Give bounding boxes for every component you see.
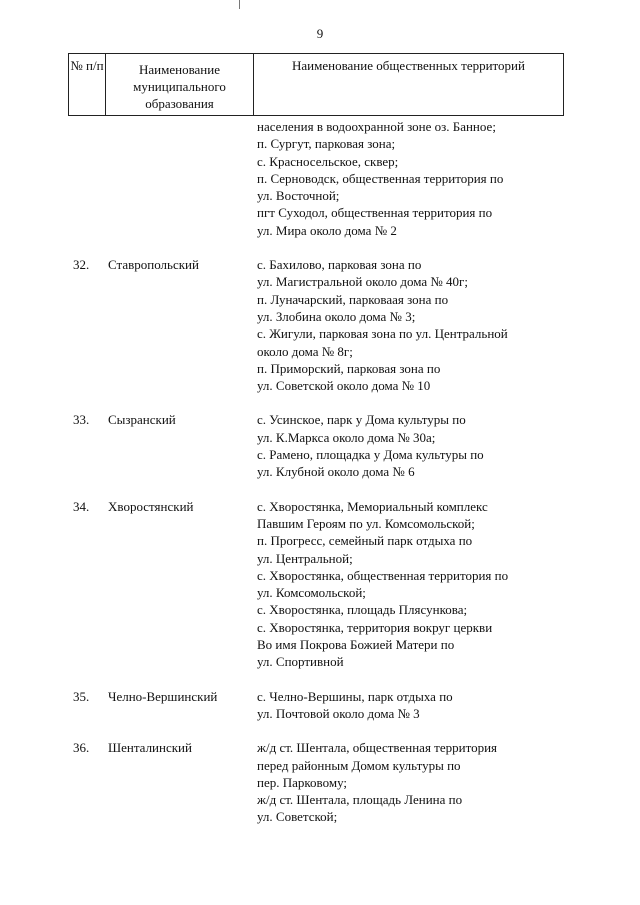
municipality-name: Челно-Вершинский [108, 688, 218, 704]
page-number: 9 [316, 26, 324, 41]
row-number: 34. [73, 498, 90, 514]
territory-list [257, 739, 640, 825]
territory-line: с. Хворостянка, территория вокруг церкви [257, 619, 493, 635]
header-col-number: № п/п [69, 54, 106, 115]
header-col-municipality: Наименование муниципального образования [106, 54, 254, 115]
territory-line: ул. Клубной около дома № 6 [257, 464, 415, 480]
territory-line: п. Приморский, парковая зона по [257, 360, 441, 376]
table-body [0, 116, 640, 826]
scan-mark [239, 0, 240, 9]
table-row [0, 411, 640, 480]
territory-line: с. Красносельское, сквер; [257, 153, 399, 169]
territory-line: с. Хворостянка, площадь Плясункова; [257, 602, 468, 618]
territory-line: Павшим Героям по ул. Комсомольской; [257, 515, 475, 531]
territory-list [257, 118, 640, 239]
territory-line: перед районным Домом культуры по [257, 757, 461, 773]
table-row [0, 739, 640, 825]
row-number: 36. [73, 740, 90, 756]
territory-line: Во имя Покрова Божией Матери по [257, 637, 455, 653]
table-row [0, 498, 640, 671]
territory-line: ж/д ст. Шентала, площадь Ленина по [257, 792, 463, 808]
row-number: 32. [73, 257, 90, 273]
territory-line: ул. Центральной; [257, 550, 353, 566]
territory-list [257, 498, 640, 671]
row-number: 33. [73, 412, 90, 428]
territory-line: около дома № 8г; [257, 343, 353, 359]
territory-line: пгт Суходол, общественная территория по [257, 205, 493, 221]
territory-line: с. Хворостянка, Мемориальный комплекс [257, 498, 488, 514]
territory-line: пер. Парковому; [257, 774, 348, 790]
table-row [0, 688, 640, 723]
table-row [0, 116, 640, 239]
territory-line: ул. Советской; [257, 809, 338, 825]
municipality-name: Хворостянский [108, 498, 194, 514]
territory-line: п. Луначарский, парковаая зона по [257, 291, 449, 307]
territory-line: ул. Магистральной около дома № 40г; [257, 274, 468, 290]
territory-line: ул. Комсомольской; [257, 585, 366, 601]
territory-line: ул. Спортивной [257, 654, 344, 670]
territory-line: с. Хворостянка, общественная территория по [257, 567, 509, 583]
territory-line: ул. Мира около дома № 2 [257, 222, 397, 238]
territory-line: ул. Почтовой около дома № 3 [257, 705, 420, 721]
table-header [68, 53, 564, 116]
territory-list [257, 256, 640, 394]
territory-line: ул. Восточной; [257, 188, 340, 204]
territory-line: с. Челно-Вершины, парк отдыха по [257, 688, 453, 704]
municipality-name: Сызранский [108, 412, 176, 428]
territory-list [257, 688, 640, 723]
territory-line: п. Серноводск, общественная территория по [257, 170, 504, 186]
territory-list [257, 411, 640, 480]
territory-line: ул. Злобина около дома № 3; [257, 308, 416, 324]
territory-line: п. Прогресс, семейный парк отдыха по [257, 533, 473, 549]
territory-line: ул. Советской около дома № 10 [257, 378, 431, 394]
territory-line: ул. К.Маркса около дома № 30а; [257, 429, 436, 445]
territory-line: населения в водоохранной зоне оз. Банное; [257, 119, 496, 134]
header-col-territories: Наименование общественных территорий [292, 58, 525, 73]
territory-line: ж/д ст. Шентала, общественная территория [257, 740, 498, 756]
row-number: 35. [73, 688, 90, 704]
territory-line: с. Бахилово, парковая зона по [257, 257, 422, 273]
territory-line: с. Усинское, парк у Дома культуры по [257, 412, 466, 428]
municipality-name: Ставропольский [108, 257, 199, 273]
territory-line: п. Сургут, парковая зона; [257, 136, 396, 152]
territory-line: с. Рамено, площадка у Дома культуры по [257, 447, 484, 463]
territory-line: с. Жигули, парковая зона по ул. Центральной [257, 326, 508, 342]
table-row [0, 256, 640, 394]
municipality-name: Шенталинский [108, 740, 192, 756]
